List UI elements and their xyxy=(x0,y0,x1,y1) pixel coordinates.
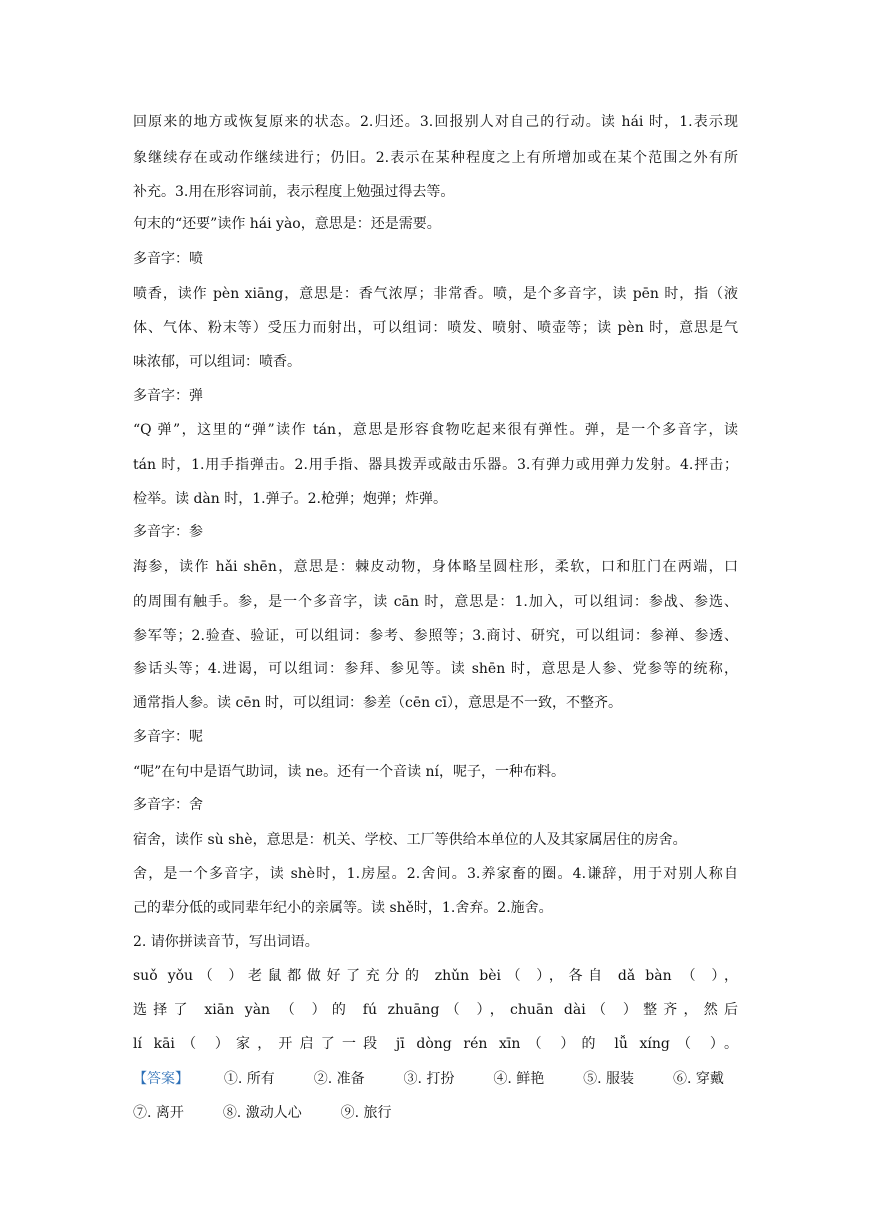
paragraph-line: 补充。3.用在形容词前，表示程度上勉强过得去等。 xyxy=(133,184,455,200)
answer-item: ③. 打扮 xyxy=(403,1071,455,1087)
answer-item: ⑥. 穿戴 xyxy=(672,1071,724,1087)
answer-item: ④. 鲜艳 xyxy=(493,1071,545,1087)
answer-item: ⑧. 激动人心 xyxy=(222,1105,302,1121)
question-line: 选择了 xiān yàn （ ）的 fú zhuāng（ ），chuān dài（ ）整齐，然后 xyxy=(133,1002,738,1018)
paragraph-line: 味浓郁，可以组词：喷香。 xyxy=(133,354,301,370)
paragraph-line: 通常指人参。读 cēn 时，可以组词：参差（cēn cī），意思是不一致，不整齐。 xyxy=(133,695,622,711)
paragraph-line: 象继续存在或动作继续进行；仍旧。2.表示在某种程度之上有所增加或在某个范围之外有所 xyxy=(133,150,738,166)
answer-item: ②. 准备 xyxy=(313,1071,365,1087)
paragraph-line: 舍，是一个多音字，读 shè时，1.房屋。2.舍间。3.养家畜的圈。4.谦辞，用于对别人称自 xyxy=(133,866,738,882)
answer-item: ①. 所有 xyxy=(223,1071,275,1087)
paragraph-line: 参话头等；4.进谒，可以组词：参拜、参见等。读 shēn 时，意思是人参、党参等的统称， xyxy=(133,661,738,677)
paragraph-line: 己的辈分低的或同辈年纪小的亲属等。读 shě时，1.舍弃。2.施舍。 xyxy=(133,900,553,916)
paragraph-line: 回原来的地方或恢复原来的状态。2.归还。3.回报别人对自己的行动。读 hái 时，1.表示现 xyxy=(133,114,738,130)
paragraph-line: tán 时，1.用手指弹击。2.用手指、器具拨弄或敲击乐器。3.有弹力或用弹力发射。4.抨击； xyxy=(133,457,738,473)
paragraph-line: 参军等；2.验查、验证，可以组词：参考、参照等；3.商讨、研究，可以组词：参禅、参透、 xyxy=(133,628,738,644)
answer-item: ⑦. 离开 xyxy=(133,1105,184,1121)
answer-line xyxy=(133,1069,724,1089)
paragraph-line: 宿舍，读作 sù shè，意思是：机关、学校、工厂等供给本单位的人及其家属居住的房舍。 xyxy=(133,832,687,848)
paragraph-line: 体、气体、粉末等）受压力而射出，可以组词：喷发、喷射、喷壶等；读 pèn 时，意思是气 xyxy=(133,320,738,336)
question-line: suǒ yǒu（ ）老鼠都做好了充分的 zhǔn bèi（ ），各自 dǎ bàn （ ）， xyxy=(133,968,738,984)
answer-line xyxy=(133,1103,392,1123)
section-heading: 多音字：弹 xyxy=(133,388,203,404)
paragraph-line: 海参，读作 hǎi shēn，意思是：棘皮动物，身体略呈圆柱形，柔软，口和肛门在两端，口 xyxy=(133,559,738,575)
section-heading: 多音字：参 xyxy=(133,524,203,540)
section-heading: 多音字：呢 xyxy=(133,729,203,745)
section-heading: 多音字：舍 xyxy=(133,797,203,813)
question-title: 2. 请你拼读音节，写出词语。 xyxy=(133,934,319,950)
answer-item: ⑤. 服装 xyxy=(583,1071,635,1087)
question-line: lí kāi（ ）家，开启了一段 jī dòng rén xīn（ ）的 lǚ xíng（ ）。 xyxy=(133,1036,738,1052)
answer-tag: 【答案】 xyxy=(133,1071,189,1087)
section-heading: 多音字：喷 xyxy=(133,251,203,267)
paragraph-line: 检举。读 dàn 时，1.弹子。2.枪弹；炮弹；炸弹。 xyxy=(133,491,447,507)
paragraph-line: “呢”在句中是语气助词，读 ne。还有一个音读 ní，呢子，一种布料。 xyxy=(133,764,566,780)
paragraph-line: “Q 弹”，这里的“弹”读作 tán，意思是形容食物吃起来很有弹性。弹，是一个多音字，读 xyxy=(133,422,738,438)
paragraph-line: 喷香，读作 pèn xiāng，意思是：香气浓厚；非常香。喷，是个多音字，读 pēn 时，指（液 xyxy=(133,286,738,302)
paragraph-line: 句末的“还要”读作 hái yào，意思是：还是需要。 xyxy=(133,216,441,232)
paragraph-line: 的周围有触手。参，是一个多音字，读 cān 时，意思是：1.加入，可以组词：参战、参选、 xyxy=(133,594,738,610)
answer-item: ⑨. 旅行 xyxy=(340,1105,392,1121)
